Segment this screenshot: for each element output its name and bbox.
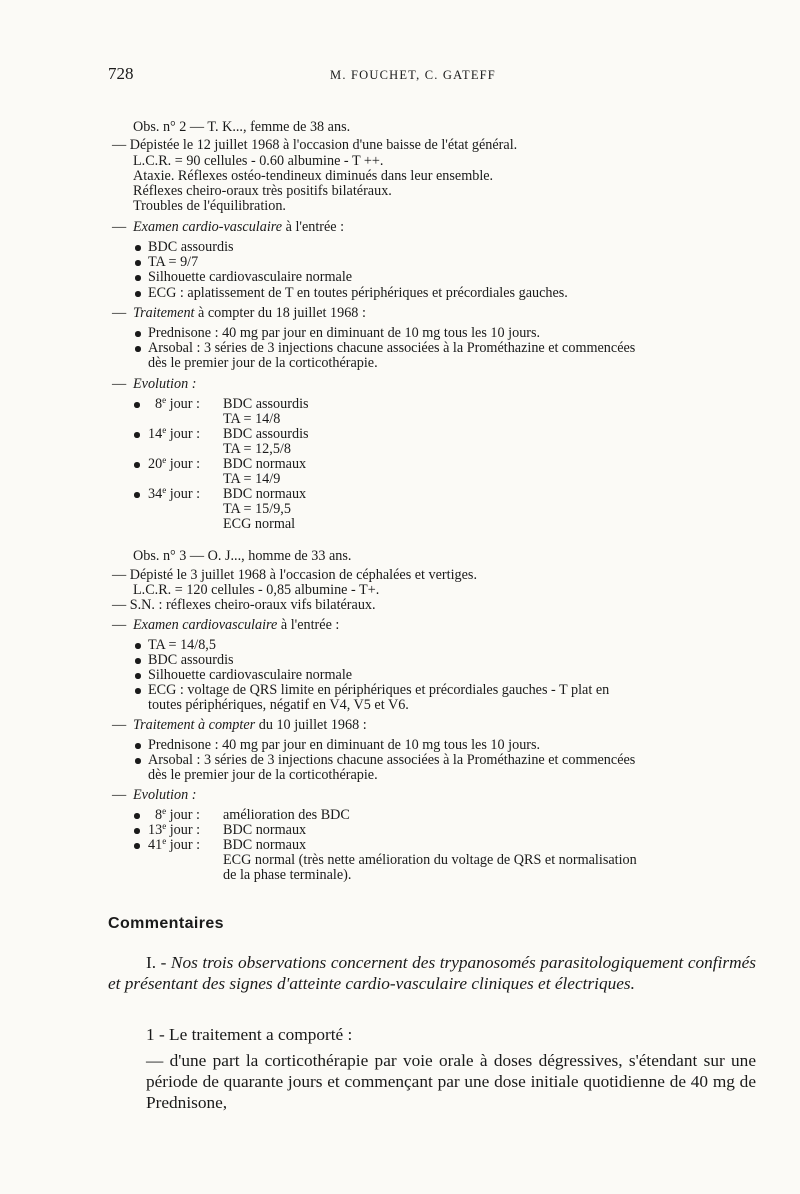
obs2-reflexes: Réflexes cheiro-oraux très positifs bilatéraux. <box>133 183 392 199</box>
obs2-trait-item: Prednisone : 40 mg par jour en diminuant de 10 mg tous les 10 jours. <box>148 325 541 341</box>
obs2-exam-item: ECG : aplatissement de T en toutes périphériques et précordiales gauches. <box>148 285 568 301</box>
page-number: 728 <box>108 64 134 83</box>
paragraph-number: I. - <box>146 953 167 972</box>
bullet-dot <box>134 432 140 438</box>
bullet-dot <box>134 828 140 834</box>
obs2-exam-item: Silhouette cardiovasculaire normale <box>148 269 353 285</box>
bullet-dot <box>134 462 140 468</box>
obs3-title: Obs. n° 3 — O. J..., homme de 33 ans. <box>133 548 352 564</box>
obs3-exam-heading: — Examen cardiovasculaire à l'entrée : <box>112 617 340 633</box>
comment-paragraph-1 <box>108 952 756 994</box>
obs2-trait-item-cont: dès le premier jour de la corticothérapie. <box>148 355 378 371</box>
obs2-evol-label: Evolution : <box>133 376 197 392</box>
obs2-exam-item: TA = 9/7 <box>148 254 199 270</box>
obs2-evol-ta: TA = 14/9 <box>223 471 281 487</box>
point-1-dash: — d'une part la corticothérapie par voie orale à doses dégressives, s'étendant sur une période de quarante jours et commençant par une dose initiale quotidienne de 40 mg de Prednisone, <box>146 1051 756 1112</box>
obs2-evol-ta: TA = 12,5/8 <box>223 441 291 457</box>
obs3-exam-item: Silhouette cardiovasculaire normale <box>148 667 353 683</box>
obs3-exam-rest: à l'entrée : <box>280 617 340 633</box>
obs2-evol-ta: TA = 14/8 <box>223 411 281 427</box>
obs3-exam-item: BDC assourdis <box>148 652 234 668</box>
obs3-trait-item-cont: dès le premier jour de la corticothérapie. <box>148 767 378 783</box>
obs3-exam-label: Examen cardiovasculaire <box>133 617 278 633</box>
obs3-trait-heading: — Traitement à compter du 10 juillet 1968 : <box>112 717 367 733</box>
obs2-exam-rest: à l'entrée : <box>285 219 345 235</box>
bullet-dot <box>134 402 140 408</box>
obs2-exam-item: BDC assourdis <box>148 239 234 255</box>
document-page: 728 M. FOUCHET, C. GATEFF Obs. n° 2 — T. K..., femme de 38 ans. — Dépistée le 12 juillet 1968 à l'occasion d'une baisse de l'état général. L.C.R. = 90 cellules - 0.60 albumine - T ++. Ataxie. Réflexes ostéo-tendineux diminués dans leur ensemble. Réflexes cheiro-oraux très positifs bilatéraux. Troubles de l'équilibration. — Examen cardio-vasculaire à l'entrée : BDC assourdis TA = 9/7 Silhouette cardiovasculaire normale ECG : aplatissement de T en toutes périphériques et précordiales gauches. — Traitement à compter du 18 juillet 1968 : Prednisone : 40 mg par jour en diminuant de 10 mg tous les 10 jours. Arsobal : 3 séries de 3 injections chacune associées à la Prométhazine et commencées dès le premier jour de la corticothérapie. — Evolution : 8e jour : BDC assourdis TA = 14/8 14e jour : BDC assourdis TA = 12,5/8 20e jour : BDC normaux TA = 14/9 34e jour : BDC normaux TA = 15/9,5 ECG normal Obs. n° 3 — O. J..., homme de 33 ans. — Dépisté le 3 juillet 1968 à l'occasion de céphalées et vertiges. L.C.R. = 120 cellules - 0,85 albumine - T+. — S.N. : réflexes cheiro-oraux vifs bilatéraux. — Examen cardiovasculaire à l'entrée : TA = 14/8,5 BDC assourdis Silhouette cardiovasculaire normale ECG : voltage de QRS limite en périphériques et précordiales gauches - T plat en toutes périphériques, négatif en V4, V5 et V6. — Traitement à compter du 10 juillet 1968 : Prednisone : 40 mg par jour en diminuant de 10 mg tous les 10 jours. Arsobal : 3 séries de 3 injections chacune associées à la Prométhazine et commencées dès le premier jour de la corticothérapie. — Evolution : 8e jour : amélioration des BDC 13e jour : BDC normaux 41e jour : BDC normaux ECG normal (très nette amélioration du voltage de QRS et normalisation de la phase terminale). Commentaires I. - Nos trois observations concernent des trypanosomés parasitologiquement confirmés et présentant des signes d'atteinte cardio-vasculaire cliniques et électriques. 1 - Le traitement a comporté : — d'une part la corticothérapie par voie orale à doses dégressives, s'étendant sur une période de quarante jours et commençant par une dose initiale quotidienne de 40 mg de Prednisone, <box>108 64 756 1112</box>
obs2-trait-rest: à compter du 18 juillet 1968 : <box>198 305 366 321</box>
obs3-evol-label: Evolution : <box>133 787 197 803</box>
obs2-ataxie: Ataxie. Réflexes ostéo-tendineux diminués dans leur ensemble. <box>133 168 494 184</box>
obs3-evol-ecg: ECG normal (très nette amélioration du voltage de QRS et normalisation <box>223 852 637 868</box>
bullet-dot <box>134 813 140 819</box>
obs2-lcr: L.C.R. = 90 cellules - 0.60 albumine - T ++. <box>133 153 384 169</box>
bullet-dot <box>134 843 140 849</box>
bullet-dot <box>134 492 140 498</box>
obs3-lcr: L.C.R. = 120 cellules - 0,85 albumine - T+. <box>133 582 380 598</box>
obs3-sn: — S.N. : réflexes cheiro-oraux vifs bilatéraux. <box>112 597 376 613</box>
obs2-evol-heading: — Evolution : <box>112 376 197 392</box>
obs2-evol-ta: TA = 15/9,5 <box>223 501 291 517</box>
obs3-trait-rest: du 10 juillet 1968 : <box>258 717 367 733</box>
obs2-title: Obs. n° 2 — T. K..., femme de 38 ans. <box>133 119 351 135</box>
obs2-trait-heading: — Traitement à compter du 18 juillet 1968 : <box>112 305 366 321</box>
obs2-troubles: Troubles de l'équilibration. <box>133 198 286 214</box>
obs3-trait-item: Arsobal : 3 séries de 3 injections chacune associées à la Prométhazine et commencées <box>148 752 636 768</box>
paragraph-text: Nos trois observations concernent des trypanosomés parasitologiquement confirmés et présentant des signes d'atteinte cardio-vasculaire cliniques et électriques. <box>108 953 756 993</box>
section-heading: Commentaires <box>108 915 224 932</box>
running-head: M. FOUCHET, C. GATEFF <box>330 68 496 82</box>
obs2-trait-item: Arsobal : 3 séries de 3 injections chacune associées à la Prométhazine et commencées <box>148 340 636 356</box>
obs2-evol-ecg: ECG normal <box>223 516 296 532</box>
obs3-trait-label: Traitement à compter <box>133 717 256 733</box>
obs2-trait-label: Traitement <box>133 305 195 321</box>
obs3-exam-ecg-cont: toutes périphériques, négatif en V4, V5 et V6. <box>148 697 409 713</box>
obs2-exam-label: Examen cardio-vasculaire <box>133 219 283 235</box>
obs3-evol-ecg-cont: de la phase terminale). <box>223 867 352 883</box>
obs3-exam-item: TA = 14/8,5 <box>148 637 216 653</box>
obs3-evol-heading: — Evolution : <box>112 787 197 803</box>
obs2-depiste: — Dépistée le 12 juillet 1968 à l'occasion d'une baisse de l'état général. <box>112 137 518 153</box>
obs3-exam-ecg: ECG : voltage de QRS limite en périphériques et précordiales gauches - T plat en <box>148 682 610 698</box>
obs2-exam-heading: — Examen cardio-vasculaire à l'entrée : <box>112 219 345 235</box>
page-header <box>108 64 728 86</box>
obs3-trait-item: Prednisone : 40 mg par jour en diminuant de 10 mg tous les 10 jours. <box>148 737 541 753</box>
obs3-depiste: — Dépisté le 3 juillet 1968 à l'occasion de céphalées et vertiges. <box>112 567 478 583</box>
point-1: 1 - Le traitement a comporté : <box>146 1025 353 1044</box>
